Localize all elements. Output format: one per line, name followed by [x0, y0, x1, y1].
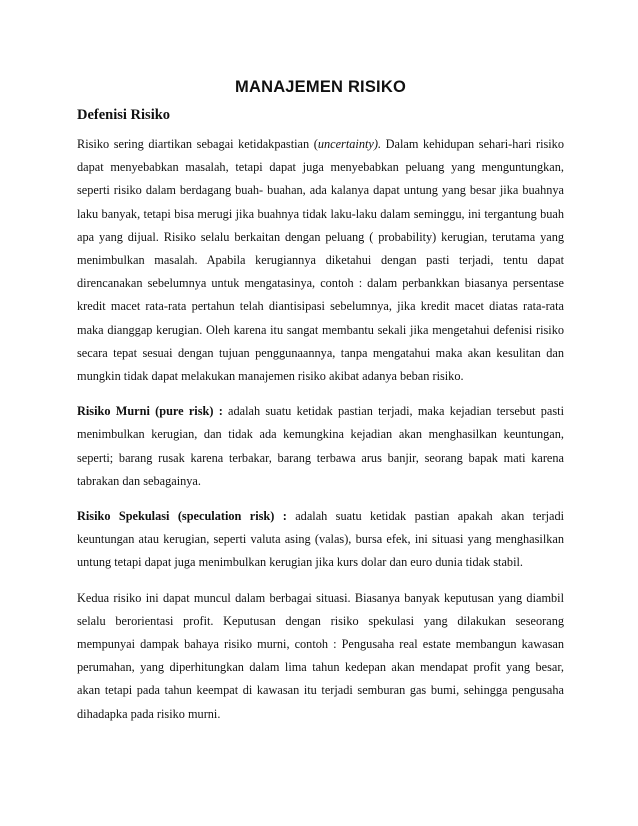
uncertainty-term: uncertainty).	[317, 137, 382, 151]
pure-risk-term: Risiko Murni (pure risk) :	[77, 404, 223, 419]
document-title: MANAJEMEN RISIKO	[235, 78, 406, 96]
pure-risk-text: adalah suatu ketidak pastian terjadi, maka kejadian tersebut pasti menimbulkan kerugian, dan tidak ada kemungkina kejadian akan menghasilkan keuntungan, seperti; barang rusak karena terbakar, barang terbawa arus banjir, seorang bapak mati karena tabrakan dan sebagainya.	[77, 404, 564, 488]
speculation-risk-term: Risiko Spekulasi (speculation risk) :	[77, 509, 287, 524]
paragraph-definition	[77, 133, 564, 388]
paragraph-example: Kedua risiko ini dapat muncul dalam berbagai situasi. Biasanya banyak keputusan yang diambil selalu berorientasi profit. Keputusan dengan risiko spekulasi yang dilakukan seseorang mempunyai dampak bahaya risiko murni, contoh : Pengusaha real estate membangun kawasan perumahan, yang diperhitungkan dalam lima tahun kedepan akan mendapat profit yang besar, akan tetapi pada tahun keempat di kawasan itu terjadi semburan gas bumi, sehingga pengusaha dihadapka pada risiko murni.	[77, 590, 564, 721]
paragraph-definition-lead: Risiko sering diartikan sebagai ketidakpastian (	[77, 137, 318, 151]
section-heading: Defenisi Risiko	[77, 107, 171, 123]
paragraph-pure-risk	[77, 400, 564, 493]
paragraph-definition-body: Dalam kehidupan sehari-hari risiko dapat menyebabkan masalah, tetapi dapat juga menyebabkan peluang yang menguntungkan, seperti risiko dalam berdagang buah- buahan, ada kalanya dapat untung yang besar jika buahnya laku banyak, tetapi bisa merugi jika buahnya tidak laku-laku dalam seminggu, ini tergantung buah apa yang dijual. Risiko selalu berkaitan dengan peluang ( probability) kerugian, terutama yang menimbulkan masalah. Apabila kerugiannya diketahui dengan pasti terjadi, tentu dapat direncanakan sebelumnya untuk mengatasinya, contoh : dalam perbankkan biasanya persentase kredit macet rata-rata pertahun telah diantisipasi sebelumnya, jika kredit macet diatas rata-rata maka dianggap kerugian. Oleh karena itu sangat membantu sekali jika mengetahui defenisi risiko secara tepat sesuai dengan tujuan penggunaannya, tanpa mengatahui maka akan kesulitan dan mungkin tidak dapat melakukan manajemen risiko akibat adanya beban risiko.	[77, 137, 564, 384]
paragraph-speculation-risk	[77, 505, 564, 575]
speculation-risk-text: adalah suatu ketidak pastian apakah akan terjadi keuntungan atau kerugian, seperti valuta asing (valas), bursa efek, ini situasi yang menghasilkan untung tetapi dapat juga menimbulkan kerugian jika kurs dolar dan euro dunia tidak stabil.	[77, 509, 565, 570]
